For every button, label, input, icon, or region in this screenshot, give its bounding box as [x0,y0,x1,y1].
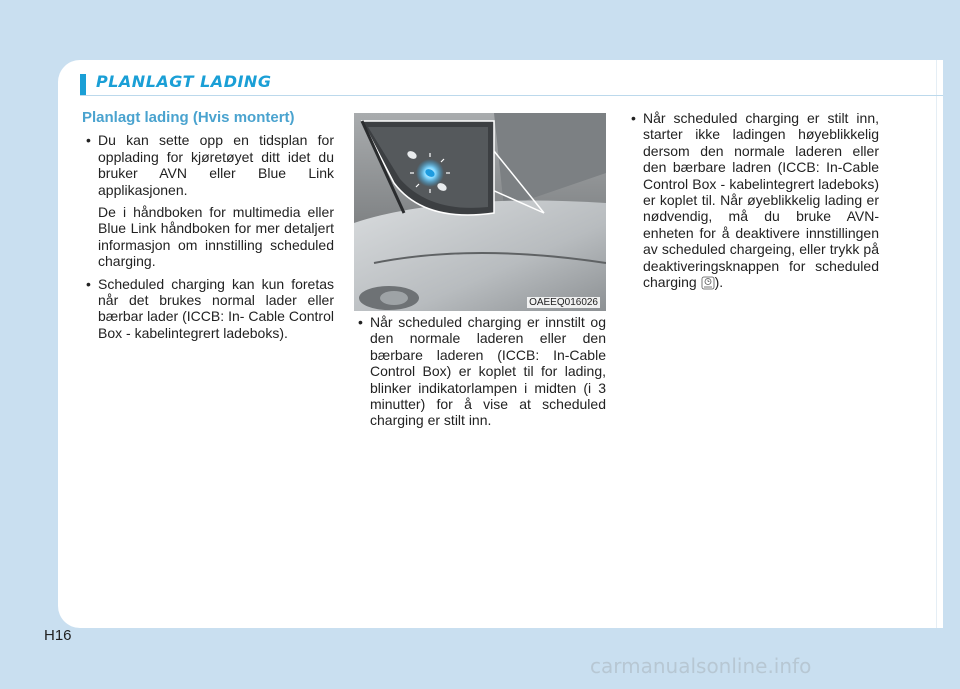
right-margin-rule [936,60,937,628]
bullet-text-end: ). [714,274,724,291]
bullet-dot: • [86,132,91,149]
paragraph: De i håndboken for multimedia eller Blue Link håndboken for mer detaljert informasjon om innstilling scheduled charging. [98,204,334,270]
bullet-dot: • [358,314,363,330]
figure-caption: OAEEQ016026 [529,297,598,308]
car-illustration-svg [354,113,606,311]
list-item [354,314,606,429]
list-item [627,110,879,290]
bullet-text: Når scheduled charging er stilt inn, starter ikke ladingen høyeblikkelig dersom den normale laderen eller den bærbare ladren (ICCB: In-Cable Control Box - kabelintegrert ladeboks) er koplet til. Når øyeblikkelig lading er nødvendig, må du bruke AVN-enheten for å deaktivere innstillingen av scheduled chargeing, eller trykk på deaktiveringsknappen for scheduled charging [643,110,879,291]
subheading: Planlagt lading (Hvis montert) [82,109,295,126]
watermark: carmanualsonline.info [590,654,812,678]
list-item [82,132,334,198]
section-title: PLANLAGT LADING [96,72,272,91]
column-2 [354,314,606,435]
list-item [82,276,334,342]
scheduled-charging-button-icon [701,276,715,290]
header-rule [80,95,943,96]
bullet-text: Scheduled charging kan kun foretas når det brukes normal lader eller bærbar lader (ICCB: In- Cable Control Box - kabelintegrert ladeboks). [98,275,334,341]
car-hood-illustration [354,113,606,311]
bullet-dot: • [631,110,636,126]
page-number: H16 [44,627,72,644]
bullet-dot: • [86,275,91,292]
column-3 [627,110,879,296]
column-1 [82,110,334,347]
section-marker-bar [80,74,86,96]
bullet-text: Når scheduled charging er innstilt og den normale laderen eller den bærbare laderen (ICCB: In-Cable Control Box) er koplet til for lading, blinker indikatorlampen i midten (i 3 minutter) for å vise at scheduled charging er stilt inn. [370,314,606,429]
bullet-text: Du kan sette opp en tidsplan for opplading for kjøretøyet ditt idet du bruker AVN eller Blue Link applikasjonen. [98,132,334,198]
